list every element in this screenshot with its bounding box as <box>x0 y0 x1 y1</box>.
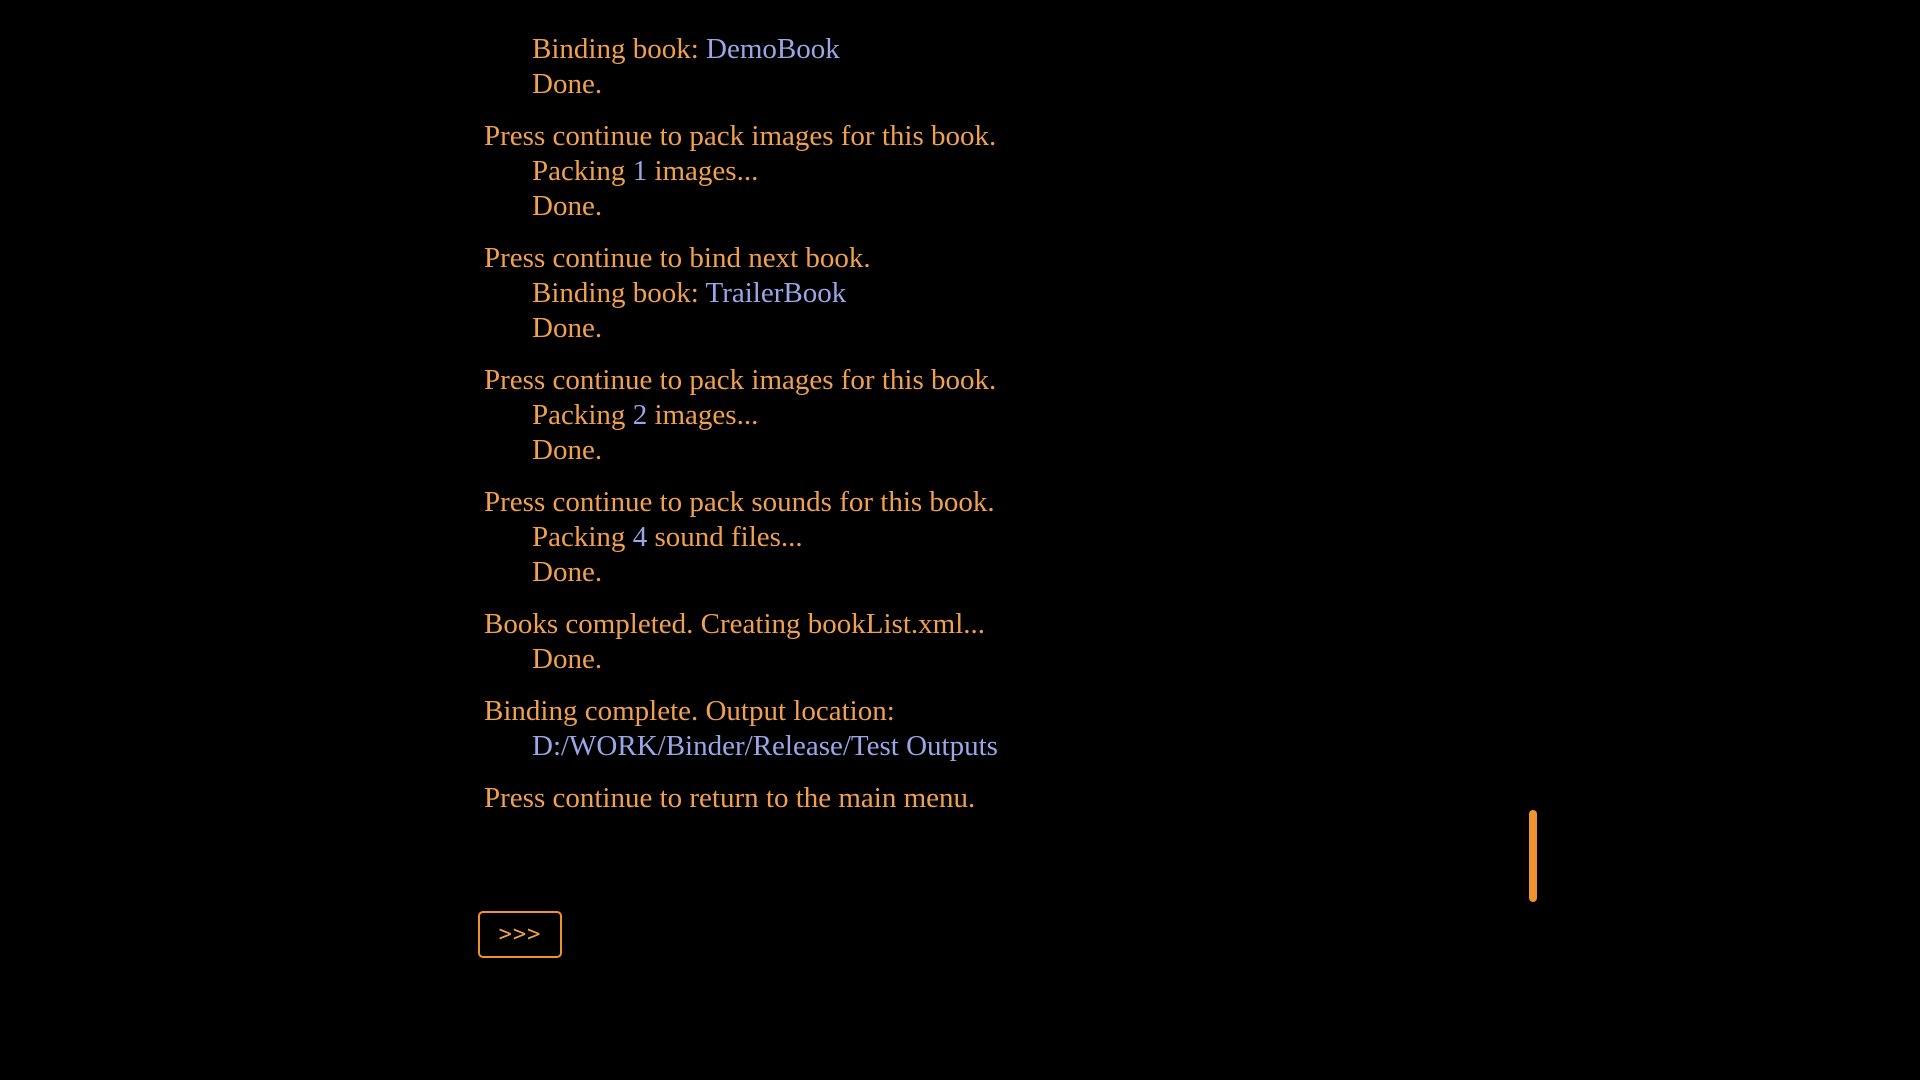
prompt-line: Press continue to bind next book. <box>484 242 871 274</box>
binding-book-label: Binding book: <box>532 33 707 65</box>
spacer <box>484 468 1484 485</box>
book-name: TrailerBook <box>705 277 847 309</box>
packing-label: Packing <box>532 399 633 431</box>
output-path: D:/WORK/Binder/Release/Test Outputs <box>532 730 998 762</box>
sound-count: 4 <box>632 521 648 553</box>
packing-images-line <box>484 398 1484 433</box>
done-line: Done. <box>532 643 603 675</box>
done-line: Done. <box>532 190 603 222</box>
spacer <box>484 764 1484 781</box>
output-log <box>484 32 1484 816</box>
binding-book-label: Binding book: <box>532 277 706 309</box>
image-count: 2 <box>632 399 648 431</box>
packing-images-line <box>484 154 1484 189</box>
packing-label: Packing <box>532 155 633 187</box>
prompt-return-line: Press continue to return to the main menu. <box>484 782 976 814</box>
done-line: Done. <box>532 312 603 344</box>
done-line: Done. <box>532 434 603 466</box>
spacer <box>484 224 1484 241</box>
prompt-line: Press continue to pack images for this book. <box>484 364 997 396</box>
packing-suffix: sound files... <box>647 521 803 553</box>
prompt-line: Press continue to pack sounds for this book. <box>484 486 995 518</box>
binding-book-line <box>484 276 1484 311</box>
spacer <box>484 346 1484 363</box>
packing-sounds-line <box>484 520 1484 555</box>
packing-suffix: images... <box>647 155 759 187</box>
spacer <box>484 677 1484 694</box>
spacer <box>484 590 1484 607</box>
packing-label: Packing <box>532 521 633 553</box>
spacer <box>484 102 1484 119</box>
scrollbar-thumb[interactable] <box>1529 810 1537 902</box>
done-line: Done. <box>532 556 603 588</box>
packing-suffix: images... <box>647 399 759 431</box>
prompt-line: Press continue to pack images for this book. <box>484 120 997 152</box>
continue-button[interactable]: >>> <box>478 911 562 958</box>
book-name: DemoBook <box>706 33 840 65</box>
image-count: 1 <box>632 155 648 187</box>
books-completed-line: Books completed. Creating bookList.xml... <box>484 608 986 640</box>
binding-book-line <box>484 32 1484 67</box>
done-line: Done. <box>532 68 603 100</box>
binding-complete-line: Binding complete. Output location: <box>484 695 895 727</box>
